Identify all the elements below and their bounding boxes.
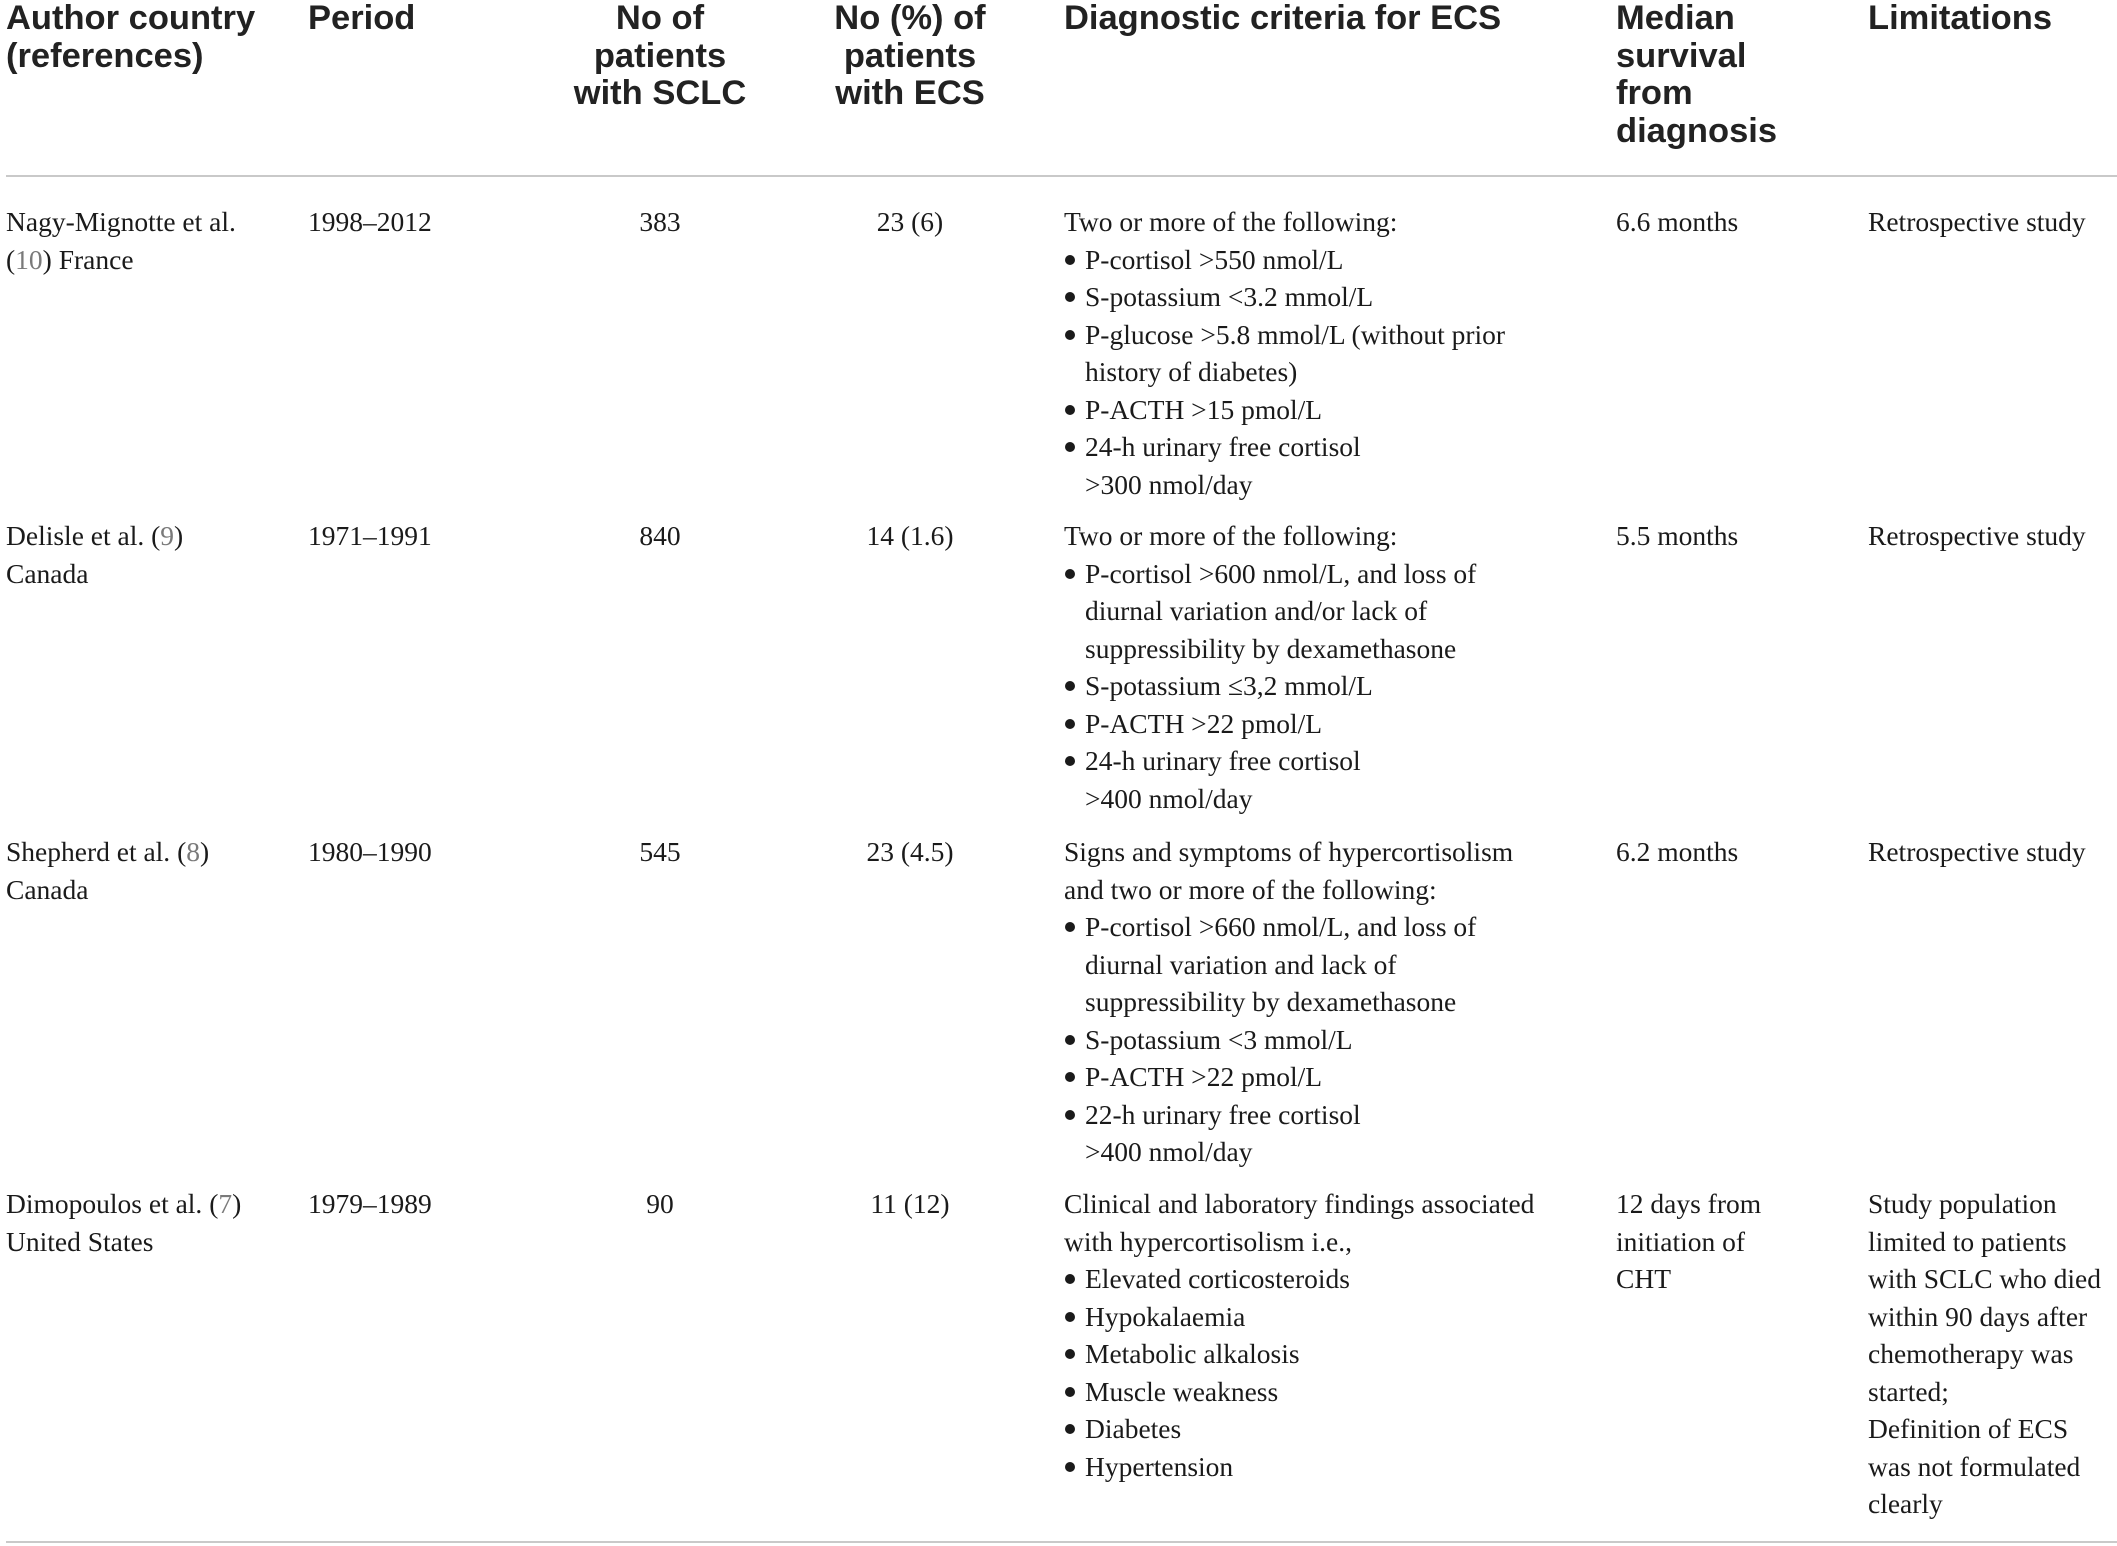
- ref-paren-open: (: [151, 520, 161, 551]
- criteria-item-text: diurnal variation and/or lack of: [1085, 595, 1428, 626]
- criteria-intro: Two or more of the following:: [1064, 520, 1398, 551]
- cell-limitations: [1868, 517, 2086, 555]
- cell-limitations: [1868, 833, 2086, 871]
- author-country: Canada: [6, 873, 89, 905]
- bullet-icon: [1065, 756, 1075, 766]
- criteria-item: [1064, 278, 1505, 316]
- bullet-icon: [1065, 1312, 1075, 1322]
- author-name-line: [6, 517, 183, 555]
- header-criteria: [1064, 0, 1501, 38]
- criteria-item-text: P-cortisol >660 nmol/L, and loss of: [1085, 911, 1477, 942]
- cell-n-ecs: [790, 1185, 1030, 1223]
- n-ecs-value: 23 (6): [876, 206, 944, 237]
- bullet-icon: [1065, 569, 1075, 579]
- limitations-value: Definition of ECS: [1868, 1413, 2069, 1444]
- header-n-sclc: [540, 0, 780, 113]
- cell-criteria: [1064, 517, 1476, 817]
- cell-n-ecs: [790, 833, 1030, 871]
- cell-survival: [1616, 833, 1738, 871]
- limitations-value: Retrospective study: [1868, 520, 2086, 551]
- author-name: Shepherd et al.: [6, 836, 178, 867]
- n-sclc-value: 840: [639, 520, 681, 551]
- bullet-icon: [1065, 405, 1075, 415]
- reference-link[interactable]: 9: [160, 520, 175, 551]
- header-n-sclc-line: No of: [615, 0, 705, 37]
- survival-value: 6.6 months: [1616, 206, 1739, 237]
- criteria-item: [1064, 1298, 1534, 1336]
- header-criteria-line: Diagnostic criteria for ECS: [1064, 0, 1502, 37]
- bullet-icon: [1065, 1035, 1075, 1045]
- criteria-item-text: S-potassium <3.2 mmol/L: [1085, 281, 1374, 312]
- criteria-item-text: 24-h urinary free cortisol: [1085, 745, 1361, 776]
- criteria-item-text: >300 nmol/day: [1085, 468, 1253, 500]
- cell-n-ecs: [790, 203, 1030, 241]
- cell-n-sclc: [540, 833, 780, 871]
- author-name: Nagy-Mignotte et al.: [6, 206, 236, 237]
- n-ecs-value: 11 (12): [870, 1188, 950, 1219]
- bullet-icon: [1065, 1387, 1075, 1397]
- cell-period: [308, 1185, 432, 1223]
- criteria-item-text: suppressibility by dexamethasone: [1085, 986, 1457, 1017]
- author-name: Delisle et al.: [6, 520, 152, 551]
- reference-link[interactable]: 10: [15, 243, 43, 275]
- criteria-item: [1064, 1410, 1534, 1448]
- criteria-item-text: P-ACTH >22 pmol/L: [1085, 707, 1323, 739]
- author-name-line: [6, 833, 209, 871]
- criteria-item-text: Muscle weakness: [1085, 1375, 1279, 1407]
- criteria-item: [1064, 241, 1505, 279]
- cell-n-sclc: [540, 517, 780, 555]
- cell-limitations: [1868, 1185, 2101, 1523]
- criteria-item: [1064, 391, 1505, 429]
- cell-survival: [1616, 203, 1738, 241]
- criteria-item-text: P-ACTH >22 pmol/L: [1085, 1061, 1323, 1092]
- author-country: France: [51, 243, 134, 275]
- table-bottom-rule: [6, 1541, 2117, 1543]
- criteria-item: [1064, 1448, 1534, 1486]
- criteria-intro: Clinical and laboratory findings associated: [1064, 1188, 1535, 1219]
- ref-paren-close: ): [42, 243, 52, 275]
- header-n-ecs-line: with ECS: [835, 74, 985, 112]
- criteria-item-text: S-potassium <3 mmol/L: [1085, 1023, 1353, 1055]
- header-period: [308, 0, 415, 38]
- cell-limitations: [1868, 203, 2086, 241]
- cell-author: [6, 203, 236, 278]
- survival-value: 6.2 months: [1616, 836, 1739, 867]
- survival-value: initiation of: [1616, 1225, 1746, 1257]
- period-value: 1979–1989: [308, 1188, 432, 1219]
- criteria-item: [1064, 428, 1505, 503]
- criteria-item-text: >400 nmol/day: [1085, 782, 1253, 814]
- criteria-item: [1064, 1335, 1534, 1373]
- limitations-value: clearly: [1868, 1488, 1943, 1519]
- cell-period: [308, 517, 432, 555]
- reference-link[interactable]: 7: [218, 1188, 233, 1219]
- header-n-ecs: [790, 0, 1030, 113]
- bullet-icon: [1065, 719, 1075, 729]
- cell-criteria: [1064, 203, 1505, 503]
- bullet-icon: [1065, 1274, 1075, 1284]
- ref-paren-close: ): [199, 836, 210, 867]
- cell-criteria: [1064, 1185, 1534, 1485]
- ref-paren-open: (: [177, 836, 187, 867]
- criteria-item-text: P-cortisol >550 nmol/L: [1085, 243, 1344, 275]
- criteria-item-text: 22-h urinary free cortisol: [1085, 1098, 1361, 1130]
- limitations-value: within 90 days after: [1868, 1300, 2088, 1332]
- criteria-item-text: P-glucose >5.8 mmol/L (without prior: [1085, 318, 1506, 350]
- criteria-item-text: S-potassium ≤3,2 mmol/L: [1085, 670, 1373, 701]
- cell-survival: [1616, 517, 1738, 555]
- cell-n-sclc: [540, 203, 780, 241]
- header-limitations-line: Limitations: [1868, 0, 2053, 37]
- cell-survival: [1616, 1185, 1761, 1298]
- criteria-item-text: history of diabetes): [1085, 356, 1298, 387]
- criteria-item-text: >400 nmol/day: [1085, 1136, 1253, 1167]
- cell-author: [6, 833, 209, 908]
- limitations-value: started;: [1868, 1375, 1949, 1407]
- limitations-value: limited to patients: [1868, 1225, 2067, 1257]
- bullet-icon: [1065, 681, 1075, 691]
- survival-value: 5.5 months: [1616, 520, 1739, 551]
- header-period-line: Period: [308, 0, 416, 37]
- criteria-item-text: suppressibility by dexamethasone: [1085, 632, 1457, 664]
- author-ref-line: [6, 241, 236, 279]
- limitations-value: Retrospective study: [1868, 836, 2086, 867]
- n-ecs-value: 14 (1.6): [866, 520, 954, 551]
- header-limitations: [1868, 0, 2052, 38]
- bullet-icon: [1065, 1424, 1075, 1434]
- n-ecs-value: 23 (4.5): [866, 836, 954, 867]
- author-country: United States: [6, 1225, 154, 1257]
- ref-paren-close: ): [232, 1188, 242, 1219]
- criteria-item-text: Diabetes: [1085, 1413, 1182, 1444]
- criteria-intro: Two or more of the following:: [1064, 206, 1398, 237]
- cell-criteria: [1064, 833, 1513, 1171]
- limitations-value: was not formulated: [1868, 1450, 2081, 1482]
- header-author-line: Author country: [6, 0, 256, 37]
- header-survival-line: survival: [1616, 36, 1747, 75]
- criteria-item-text: diurnal variation and lack of: [1085, 948, 1397, 980]
- criteria-item: [1064, 1058, 1513, 1096]
- bullet-icon: [1065, 442, 1075, 452]
- header-survival-line: Median: [1616, 0, 1735, 37]
- header-survival-line: from: [1616, 74, 1693, 112]
- period-value: 1980–1990: [308, 836, 432, 867]
- criteria-intro: with hypercortisolism i.e.,: [1064, 1225, 1352, 1257]
- limitations-value: Study population: [1868, 1188, 2057, 1219]
- bullet-icon: [1065, 1110, 1075, 1120]
- header-n-sclc-line: patients: [593, 36, 727, 75]
- criteria-item: [1064, 1260, 1534, 1298]
- reference-link[interactable]: 8: [186, 836, 200, 867]
- author-country: Canada: [6, 557, 89, 589]
- n-sclc-value: 383: [639, 206, 681, 237]
- criteria-item-text: 24-h urinary free cortisol: [1085, 431, 1361, 462]
- bullet-icon: [1065, 1349, 1075, 1359]
- survival-value: 12 days from: [1616, 1188, 1762, 1219]
- header-n-ecs-line: No (%) of: [834, 0, 986, 37]
- cell-period: [308, 203, 432, 241]
- header-author-line: (references): [6, 36, 204, 75]
- limitations-value: chemotherapy was: [1868, 1338, 2074, 1369]
- criteria-item: [1064, 1096, 1513, 1171]
- limitations-value: with SCLC who died: [1868, 1263, 2101, 1294]
- criteria-intro: and two or more of the following:: [1064, 873, 1437, 905]
- header-n-ecs-line: patients: [843, 36, 977, 75]
- author-name-line: [6, 1185, 241, 1223]
- criteria-item: [1064, 742, 1476, 817]
- cell-n-sclc: [540, 1185, 780, 1223]
- author-name: Dimopoulos et al.: [6, 1188, 210, 1219]
- cell-author: [6, 517, 183, 592]
- limitations-value: Retrospective study: [1868, 206, 2086, 237]
- criteria-item-text: Hypokalaemia: [1085, 1300, 1246, 1332]
- cell-n-ecs: [790, 517, 1030, 555]
- n-sclc-value: 545: [639, 836, 681, 867]
- criteria-item: [1064, 1373, 1534, 1411]
- criteria-item: [1064, 555, 1476, 668]
- ref-paren-open: (: [209, 1188, 219, 1219]
- cell-author: [6, 1185, 241, 1260]
- header-survival: [1616, 0, 1777, 150]
- header-divider: [6, 175, 2117, 177]
- n-sclc-value: 90: [646, 1188, 674, 1219]
- bullet-icon: [1065, 292, 1075, 302]
- header-n-sclc-line: with SCLC: [573, 74, 747, 112]
- criteria-item-text: Elevated corticosteroids: [1085, 1263, 1350, 1294]
- criteria-item: [1064, 667, 1476, 705]
- criteria-item-text: P-cortisol >600 nmol/L, and loss of: [1085, 557, 1477, 589]
- criteria-item: [1064, 1021, 1513, 1059]
- criteria-item: [1064, 908, 1513, 1021]
- period-value: 1971–1991: [308, 520, 432, 551]
- criteria-item: [1064, 705, 1476, 743]
- cell-period: [308, 833, 432, 871]
- header-author: [6, 0, 255, 75]
- criteria-item: [1064, 316, 1505, 391]
- bullet-icon: [1065, 1072, 1075, 1082]
- bullet-icon: [1065, 255, 1075, 265]
- bullet-icon: [1065, 1462, 1075, 1472]
- ref-paren-close: ): [174, 520, 184, 551]
- criteria-item-text: Metabolic alkalosis: [1085, 1338, 1300, 1369]
- criteria-item-text: P-ACTH >15 pmol/L: [1085, 393, 1323, 425]
- criteria-intro: Signs and symptoms of hypercortisolism: [1064, 836, 1514, 867]
- criteria-item-text: Hypertension: [1085, 1450, 1234, 1482]
- period-value: 1998–2012: [308, 206, 432, 237]
- ref-paren-open: (: [6, 243, 16, 275]
- survival-value: CHT: [1616, 1263, 1671, 1294]
- header-survival-line: diagnosis: [1616, 111, 1778, 150]
- bullet-icon: [1065, 330, 1075, 340]
- bullet-icon: [1065, 922, 1075, 932]
